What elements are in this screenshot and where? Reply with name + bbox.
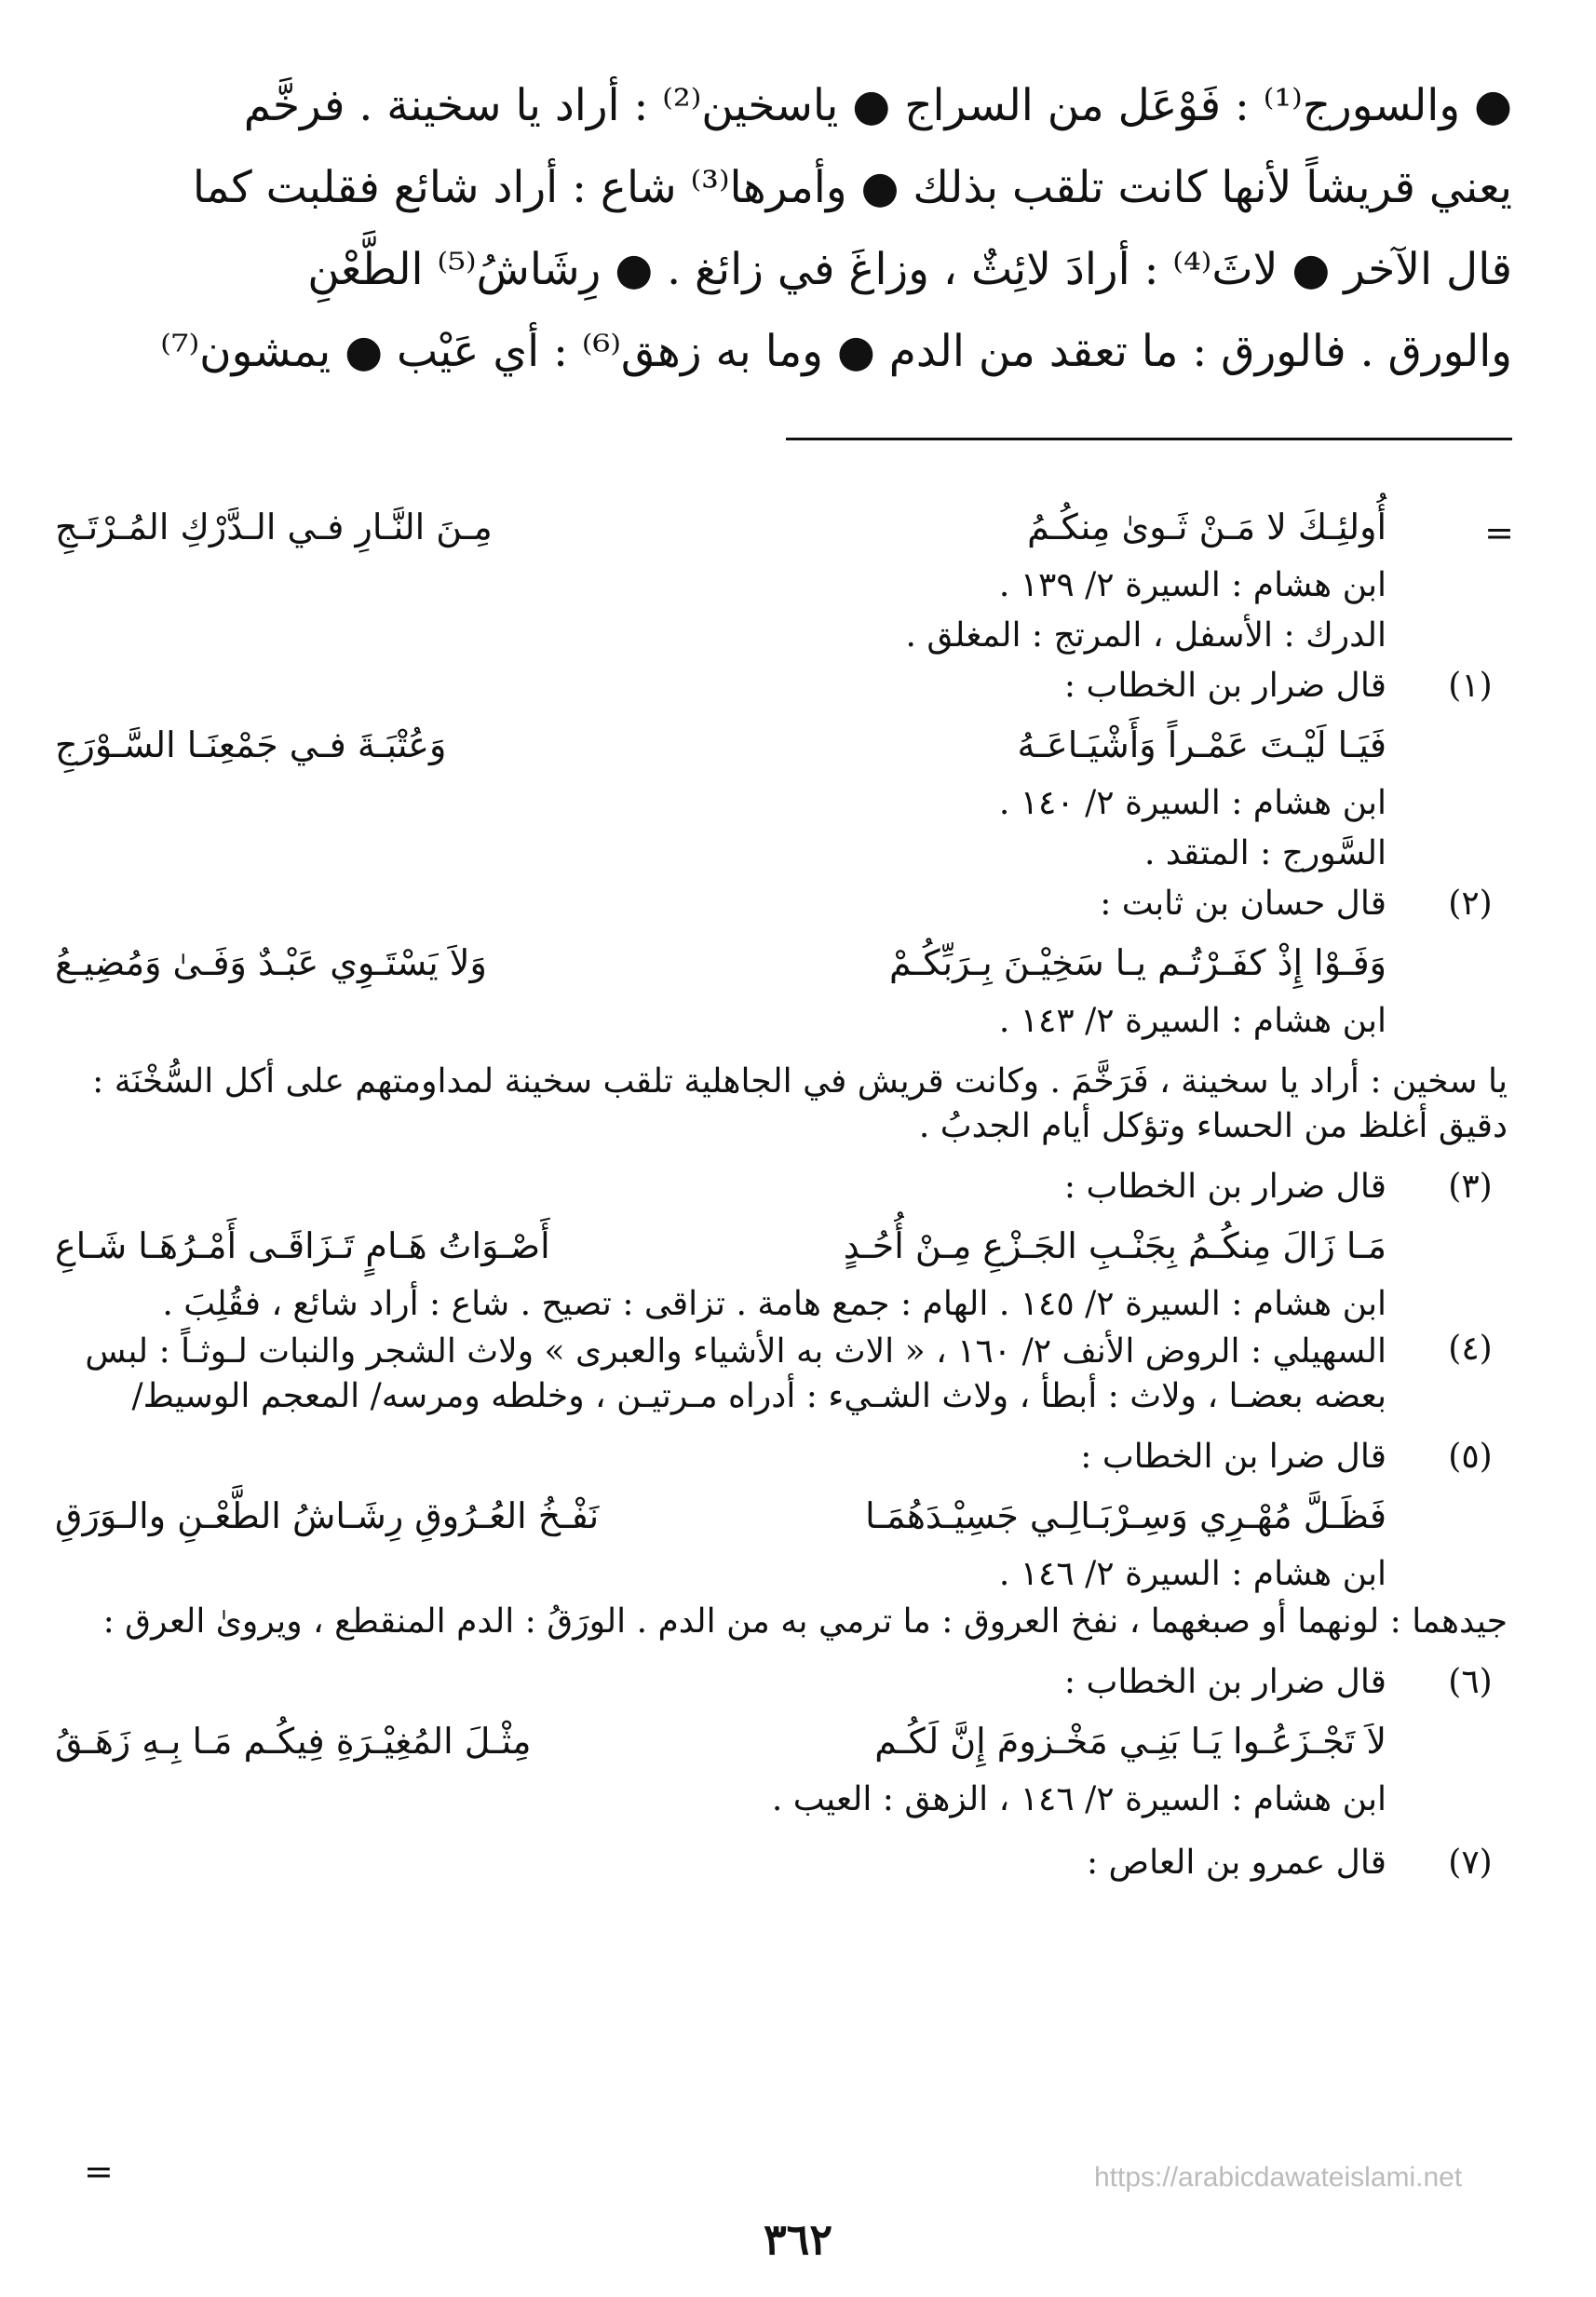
footnote-source: ابن هشام : السيرة ٢/ ١٤٥ . الهام : جمع هامة . تزاقى : تصيح . شاع : أراد شائع ، فقُلِبَ . <box>162 1285 1386 1323</box>
verse-hemistich-right: لاَ تَجْـزَعُـوا يَـا بَنِـي مَخْـزومَ إِنَّ لَكُـم <box>874 1721 1386 1762</box>
verse-hemistich-right: أُولئِـكَ لا مَـنْ ثَـوىٰ مِنكُـمُ <box>1027 507 1386 547</box>
footnote-gloss: يا سخين : أراد يا سخينة ، فَرَخَّمَ . وكانت قريش في الجاهلية تلقب سخينة لمداومتهم على أكل السُّخْنَة : دقيق أغلظ من الحساء وتؤكل أيام الجدبُ . <box>92 1062 1508 1145</box>
footnote-intro: قال حسان بن ثابت : <box>1100 885 1386 923</box>
footnote-gloss: الدرك : الأسفل ، المرتج : المغلق . <box>905 616 1386 655</box>
footnote-number: (٧) <box>1448 1844 1493 1882</box>
verse-2 <box>55 929 1386 996</box>
footnote-intro: قال ضرار بن الخطاب : <box>1063 1168 1386 1206</box>
footnote-5 <box>55 1432 1508 1482</box>
footnote-number: (٥) <box>1448 1438 1493 1476</box>
footnote-intro: قال عمرو بن العاص : <box>1086 1844 1386 1882</box>
footnote-source: ابن هشام : السيرة ٢/ ١٤٣ . <box>998 1002 1386 1040</box>
watermark-url: https://arabicdawateislami.net <box>1094 2162 1463 2193</box>
footnote-source: ابن هشام : السيرة ٢/ ١٤٦ ، الزهق : العيب . <box>771 1780 1386 1818</box>
footnote-source: ابن هشام : السيرة ٢/ ١٤٠ . <box>998 784 1386 822</box>
verse-hemistich-right: وَفَـوْا إِذْ كفَـرْتُـم يـا سَخِيْـنَ بِـرَبِّكُـمْ <box>889 942 1386 983</box>
footnote-source: ابن هشام : السيرة ٢/ ١٣٩ . <box>998 566 1386 604</box>
footnote-number: (٢) <box>1448 885 1493 923</box>
verse-hemistich-left: مِـنَ النَّـارِ فـي الـدَّرْكِ المُـرْتَـجِ <box>55 507 493 547</box>
main-line-4: والورق . فالورق : ما تعقد من الدم ● وما به زهق⁽⁶⁾ : أي عَيْب ● يمشون⁽⁷⁾ <box>160 326 1512 377</box>
footnote-gloss: جيدهما : لونهما أو صبغهما ، نفخ العروق : ما ترمي به من الدم . الورَقُ : الدم المنقطع ، ويروىٰ العرق : <box>102 1602 1508 1641</box>
footnotes <box>55 493 1508 1888</box>
footnote-7 <box>55 1838 1508 1888</box>
footnote-number: (١) <box>1448 667 1493 705</box>
footnote-intro: قال ضرار بن الخطاب : <box>1063 667 1386 705</box>
main-line-3: قال الآخر ● لاثَ⁽⁴⁾ : أرادَ لائِثٌ ، وزاغَ في زائغ . ● رِشَاشُ⁽⁵⁾ الطَّعْنِ <box>307 244 1512 295</box>
continuation-mark-top: = <box>1484 512 1514 553</box>
page-number: ٣٦٢ <box>763 2214 833 2264</box>
footnote-source: ابن هشام : السيرة ٢/ ١٤٦ . <box>998 1555 1386 1593</box>
footnote-intro: قال ضرا بن الخطاب : <box>1080 1438 1386 1476</box>
footnote-number: (٣) <box>1448 1168 1493 1206</box>
footnote-2 <box>55 879 1508 929</box>
continuation-mark-bottom: = <box>84 2151 114 2192</box>
verse-hemistich-right: فَظَـلَّ مُهْـرِي وَسِـرْبَـالِـي جَسِيْـدَهُمَـا <box>865 1495 1386 1536</box>
main-line-2: يعني قريشاً لأنها كانت تلقب بذلك ● وأمرها⁽³⁾ شاع : أراد شائع فقلبت كما <box>192 162 1512 213</box>
verse-hemistich-right: مَـا زَالَ مِنكُـمُ بِجَنْـبِ الجَـزْعِ مِـنْ أُحُـدٍ <box>843 1225 1386 1266</box>
verse-6 <box>55 1708 1386 1775</box>
verse-hemistich-left: أَصْـوَاتُ هَـامٍ تَـزَاقَـى أَمْـرُهَـا شَـاعِ <box>55 1225 550 1266</box>
main-line-1: ● والسورج⁽¹⁾ : فَوْعَل من السراج ● ياسخين⁽²⁾ : أراد يا سخينة . فرخَّم <box>243 80 1512 131</box>
footnote-intro: قال ضرار بن الخطاب : <box>1063 1663 1386 1701</box>
verse-1 <box>55 711 1386 778</box>
main-text <box>60 65 1512 393</box>
verse-hemistich-left: وَلاَ يَسْتَـوِي عَبْـدٌ وَفَـىٰ وَمُضِيـعُ <box>55 942 487 983</box>
footnote-number: (٦) <box>1448 1663 1493 1701</box>
footnote-3 <box>55 1162 1508 1212</box>
verse-cont <box>55 493 1386 561</box>
verse-hemistich-left: نَفْـخُ العُـرُوقِ رِشَـاشُ الطَّعْـنِ والـوَرَقِ <box>55 1495 600 1536</box>
footnote-number: (٤) <box>1448 1330 1493 1368</box>
verse-hemistich-right: فَيَـا لَيْـتَ عَمْـراً وَأَشْيَـاعَـهُ <box>1017 724 1386 765</box>
footnote-6 <box>55 1657 1508 1708</box>
footnote-text: السهيلي : الروض الأنف ٢/ ١٦٠ ، « الاث به الأشياء والعبرى » ولاث الشجر والنبات لـوثـاً : لبس بعضه بعضـا ، ولاث : أبطأ ، ولاث الشـيء : أدراه مـرتيـن ، وخلطه ومرسه/ المعجم الوسيط/ <box>85 1332 1386 1415</box>
verse-5 <box>55 1482 1386 1549</box>
verse-hemistich-left: مِثْـلَ المُغِيْـرَةِ فِيكُـم مَـا بِـهِ زَهَـقُ <box>55 1721 532 1762</box>
footnote-4 <box>55 1330 1508 1419</box>
footnote-1 <box>55 661 1508 711</box>
footnote-separator <box>786 438 1512 440</box>
footnote-gloss: السَّورج : المتقد . <box>1144 834 1386 872</box>
verse-hemistich-left: وَعُتْبَـةَ فـي جَمْعِنَـا السَّـوْرَجِ <box>55 724 447 765</box>
verse-3 <box>55 1212 1386 1279</box>
